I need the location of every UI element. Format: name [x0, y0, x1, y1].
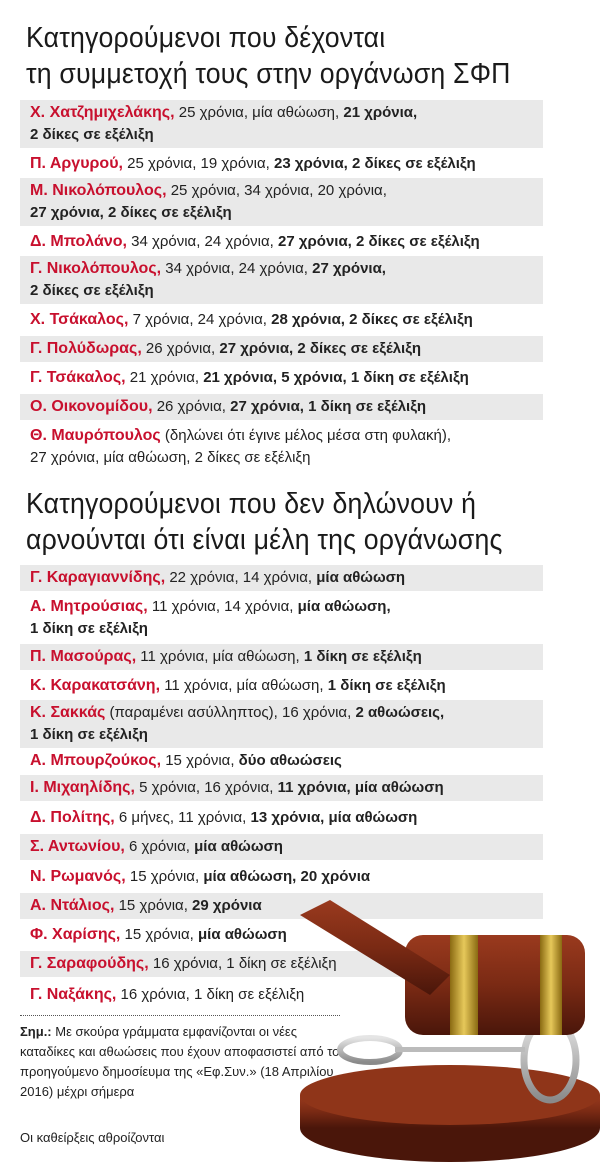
list-item — [20, 336, 543, 362]
new-sentence: 11 χρόνια, μία αθώωση — [277, 779, 444, 796]
defendant-name: Ο. Οικονομίδου, — [30, 398, 153, 415]
new-sentence: δύο αθωώσεις — [238, 752, 342, 769]
sentence-text: 15 χρόνια, — [114, 897, 193, 914]
new-sentence: 2 δίκες σε εξέλιξη — [30, 282, 154, 299]
sentence-text: 6 χρόνια, — [124, 838, 195, 855]
new-sentence: 21 χρόνια, 5 χρόνια, 1 δίκη σε εξέλιξη — [203, 369, 469, 386]
new-sentence: 2 αθωώσεις, — [355, 704, 445, 721]
defendant-name: Σ. Αντωνίου, — [30, 838, 125, 855]
sentence-text: 7 χρόνια, 24 χρόνια, — [128, 311, 272, 328]
list-item — [20, 644, 543, 670]
sentence-text: 15 χρόνια, — [120, 926, 198, 943]
divider — [20, 1015, 340, 1016]
footnote-text: Με σκούρα γράμματα εμφανίζονται οι νέες καταδίκες και αθωώσεις που έχουν αποφασιστεί από το προηγούμενο δημοσίευμα της «Εφ.Συν.» (18 Απριλίου 2016) μέχρι σήμερα — [20, 1024, 340, 1099]
new-sentence: μία αθώωση — [197, 926, 287, 943]
footnote — [20, 1022, 340, 1102]
sentence-text: 26 χρόνια, — [141, 340, 220, 357]
defendant-name: Α. Ντάλιος, — [30, 897, 115, 914]
new-sentence: 27 χρόνια, 2 δίκες σε εξέλιξη — [219, 340, 422, 357]
sentence-text: 6 μήνες, 11 χρόνια, — [114, 809, 251, 826]
defendant-name: Ι. Μιχαηλίδης, — [30, 779, 135, 796]
new-sentence: 21 χρόνια, — [343, 104, 418, 121]
list-item — [20, 256, 543, 304]
sentence-text: 11 χρόνια, μία αθώωση, — [160, 677, 328, 694]
heading-line: Κατηγορούμενοι που δεν δηλώνουν ή — [26, 488, 477, 520]
list-item — [20, 805, 543, 831]
sentence-text: 15 χρόνια, — [125, 868, 204, 885]
gavel-band — [450, 935, 478, 1035]
sentence-text: 15 χρόνια, — [161, 752, 239, 769]
list-item — [20, 775, 543, 801]
sentence-text: 21 χρόνια, — [125, 369, 204, 386]
sentence-text: 27 χρόνια, μία αθώωση, 2 δίκες σε εξέλιξη — [30, 449, 311, 466]
list-item — [20, 864, 543, 890]
sentence-text: 25 χρόνια, 34 χρόνια, 20 χρόνια, — [166, 182, 387, 199]
defendant-name: Α. Μπουρζούκος, — [30, 752, 162, 769]
sentence-text: 11 χρόνια, μία αθώωση, — [136, 648, 304, 665]
footnote-label: Σημ.: — [20, 1024, 52, 1039]
sentence-text: 11 χρόνια, 14 χρόνια, — [147, 598, 298, 615]
new-sentence: 23 χρόνια, 2 δίκες σε εξέλιξη — [274, 155, 476, 172]
defendant-name: Κ. Σακκάς — [30, 704, 106, 721]
new-sentence: 29 χρόνια — [192, 897, 262, 914]
new-sentence: μία αθώωση — [194, 838, 283, 855]
new-sentence: 1 δίκη σε εξέλιξη — [30, 726, 148, 743]
list-item — [20, 394, 543, 420]
list-item — [20, 594, 543, 642]
defendant-name: Δ. Μπολάνο, — [30, 233, 127, 250]
heading-line: αρνούνται ότι είναι μέλη της οργάνωσης — [26, 524, 503, 556]
defendant-name: Γ. Τσάκαλος, — [30, 369, 126, 386]
sound-block-top — [300, 1065, 600, 1125]
defendant-name: Γ. Πολύδωρας, — [30, 340, 142, 357]
sentence-text: 26 χρόνια, — [152, 398, 231, 415]
defendant-name: Π. Μασούρας, — [30, 648, 137, 665]
list-item — [20, 423, 543, 471]
heading-line: Κατηγορούμενοι που δέχονται — [26, 22, 386, 54]
defendant-name: Γ. Νικολόπουλος, — [30, 260, 162, 277]
sentence-text: (δηλώνει ότι έγινε μέλος μέσα στη φυλακή), — [160, 427, 452, 444]
sentence-text: 16 χρόνια, 1 δίκη σε εξέλιξη — [148, 955, 337, 972]
sentence-text: (παραμένει ασύλληπτος), 16 χρόνια, — [105, 704, 356, 721]
new-sentence: 1 δίκη σε εξέλιξη — [327, 677, 446, 694]
new-sentence: μία αθώωση — [316, 569, 406, 586]
defendant-name: Φ. Χαρίσης, — [30, 926, 121, 943]
gavel-illustration — [300, 900, 600, 1167]
defendant-name: Γ. Καραγιαννίδης, — [30, 569, 166, 586]
sentence-text: 25 χρόνια, 19 χρόνια, — [122, 155, 275, 172]
gavel-band — [540, 935, 562, 1035]
sentence-text: 22 χρόνια, 14 χρόνια, — [165, 569, 317, 586]
sentence-text: 34 χρόνια, 24 χρόνια, — [161, 260, 313, 277]
new-sentence: 2 δίκες σε εξέλιξη — [30, 126, 154, 143]
list-item — [20, 100, 543, 148]
list-item — [20, 229, 543, 255]
list-item — [20, 748, 543, 774]
new-sentence: 13 χρόνια, μία αθώωση — [250, 809, 418, 826]
footnote-sum: Οι καθείρξεις αθροίζονται — [20, 1130, 165, 1145]
defendant-name: Γ. Σαραφούδης, — [30, 955, 149, 972]
new-sentence: 1 δίκη σε εξέλιξη — [30, 620, 148, 637]
list-item — [20, 565, 543, 591]
list-item — [20, 365, 543, 391]
list-item — [20, 834, 543, 860]
new-sentence: 27 χρόνια, 1 δίκη σε εξέλιξη — [230, 398, 427, 415]
defendant-name: Κ. Καρακατσάνη, — [30, 677, 161, 694]
sentence-text: 34 χρόνια, 24 χρόνια, — [126, 233, 279, 250]
heading-line: τη συμμετοχή τους στην οργάνωση ΣΦΠ — [26, 58, 511, 90]
list-item — [20, 700, 543, 748]
sentence-text: 16 χρόνια, 1 δίκη σε εξέλιξη — [116, 986, 305, 1003]
list-item — [20, 178, 543, 226]
defendant-name: Χ. Τσάκαλος, — [30, 311, 129, 328]
handcuff-ring — [340, 1038, 400, 1062]
handcuff-chain — [395, 1047, 525, 1052]
defendant-name: Π. Αργυρού, — [30, 155, 123, 172]
heading-denying-members — [26, 486, 541, 558]
sentence-text: 25 χρόνια, μία αθώωση, — [174, 104, 344, 121]
list-item — [20, 307, 543, 333]
defendant-name: Γ. Ναξάκης, — [30, 986, 117, 1003]
defendant-name: Μ. Νικολόπουλος, — [30, 182, 167, 199]
new-sentence: 27 χρόνια, — [312, 260, 386, 277]
list-item — [20, 151, 543, 177]
defendant-name: Θ. Μαυρόπουλος — [30, 427, 161, 444]
defendant-name: Χ. Χατζημιχελάκης, — [30, 104, 175, 121]
new-sentence: μία αθώωση, 20 χρόνια — [203, 868, 371, 885]
new-sentence: 27 χρόνια, 2 δίκες σε εξέλιξη — [278, 233, 480, 250]
sentence-text: 5 χρόνια, 16 χρόνια, — [134, 779, 278, 796]
new-sentence: 27 χρόνια, 2 δίκες σε εξέλιξη — [30, 204, 232, 221]
new-sentence: μία αθώωση, — [297, 598, 391, 615]
heading-accepting-members — [26, 20, 541, 92]
new-sentence: 28 χρόνια, 2 δίκες σε εξέλιξη — [271, 311, 473, 328]
list-item — [20, 673, 543, 699]
defendant-name: Ν. Ρωμανός, — [30, 868, 126, 885]
defendant-name: Δ. Πολίτης, — [30, 809, 115, 826]
new-sentence: 1 δίκη σε εξέλιξη — [303, 648, 422, 665]
defendant-name: Α. Μητρούσιας, — [30, 598, 148, 615]
